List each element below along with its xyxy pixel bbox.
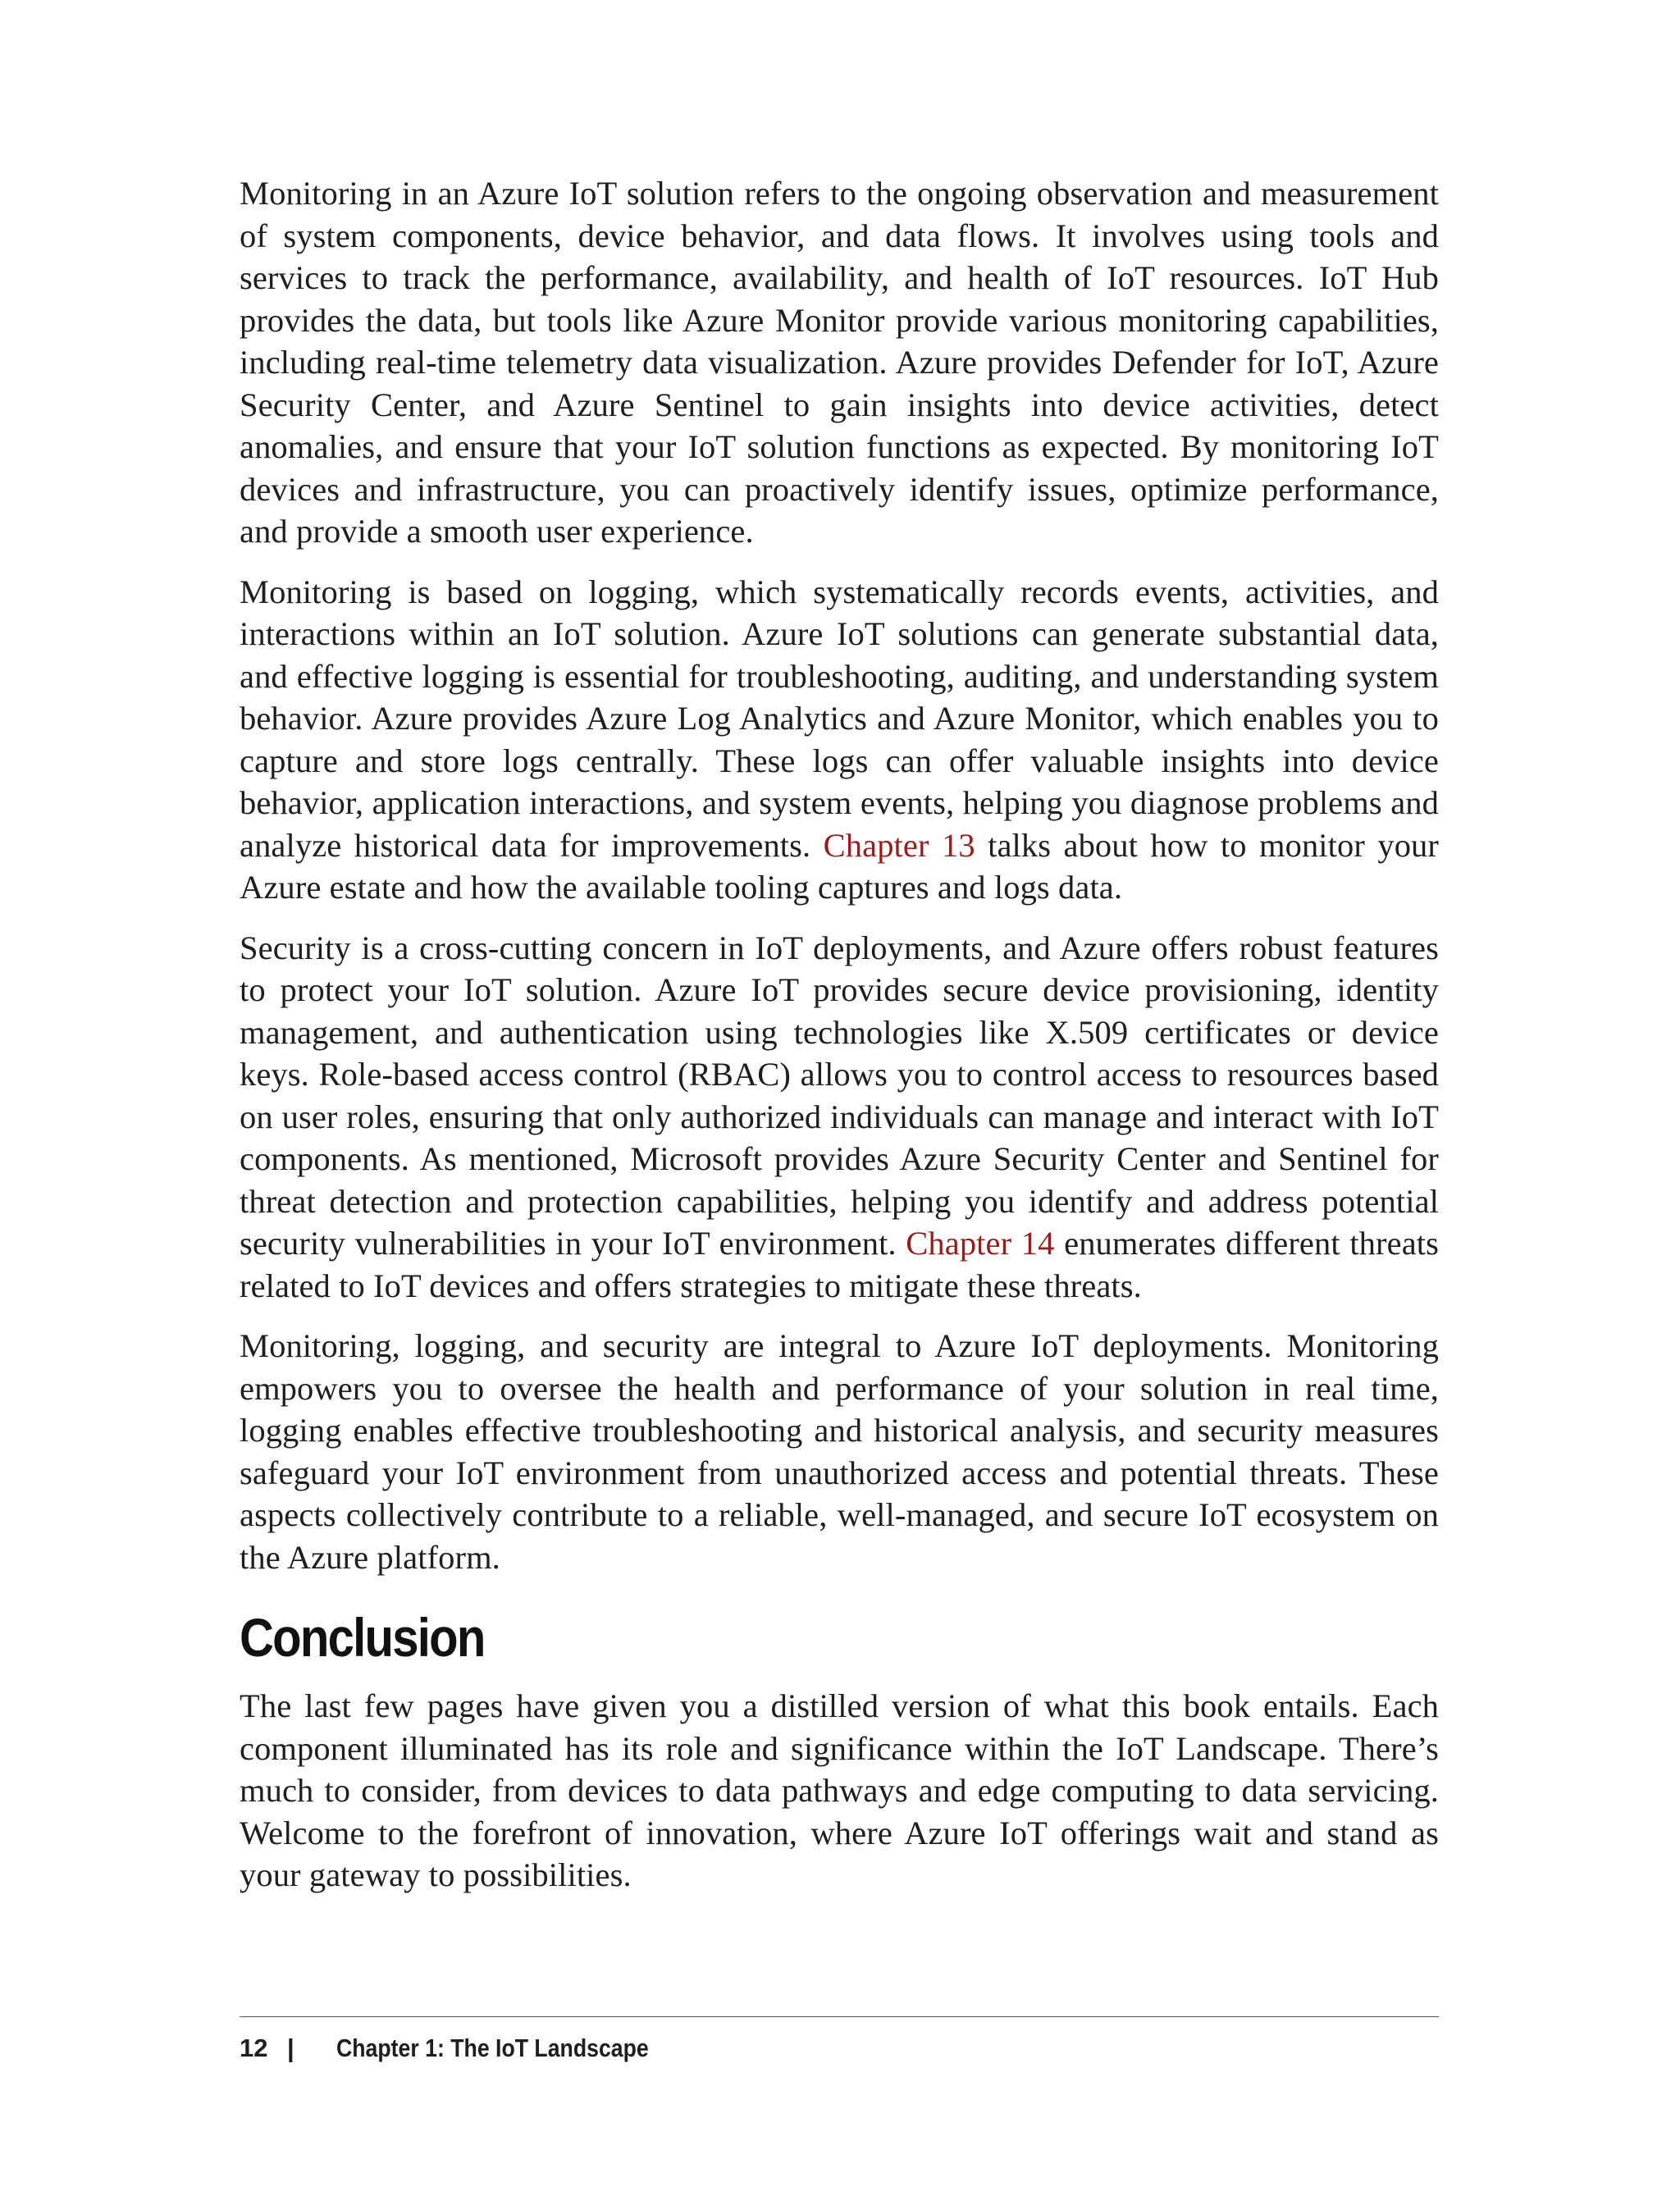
- chapter-14-link[interactable]: Chapter 14: [906, 1225, 1055, 1262]
- page-number: 12: [240, 2034, 268, 2062]
- paragraph-logging-text: Monitoring is based on logging, which systematically records events, activities, and interactions within an IoT solution. Azure IoT solutions can generate substantial data, and effective logging is essential for troubleshooting, auditing, and understanding system behavior. Azure provides Azure Log Analytics and Azure Monitor, which enables you to capture and store logs centrally. These logs can offer valuable insights into device behavior, application interactions, and system events, helping you diagnose problems and analyze historical data for improvements.: [240, 573, 1439, 864]
- footer-chapter-title: Chapter 1: The IoT Landscape: [336, 2034, 649, 2062]
- paragraph-integration: Monitoring, logging, and security are integral to Azure IoT deployments. Monitoring empowers you to oversee the health and performance of your solution in real time, logging enables effective troubleshooting and historical analysis, and security measures safeguard your IoT environment from unauthorized access and potential threats. These aspects collectively contribute to a reliable, well-managed, and secure IoT ecosystem on the Azure platform.: [240, 1327, 1439, 1576]
- paragraph-security-text: Security is a cross-cutting concern in IoT deployments, and Azure offers robust features to protect your IoT solution. Azure IoT provides secure device provisioning, identity management, and authentication using technologies like X.509 certificates or device keys. Role-based access control (RBAC) allows you to control access to resources based on user roles, ensuring that only authorized individuals can manage and interact with IoT components. As mentioned, Microsoft provides Azure Security Center and Sentinel for threat detection and protection capabilities, helping you identify and address potential security vulnerabilities in your IoT environment.: [240, 929, 1439, 1262]
- paragraph-logging: [240, 571, 1439, 909]
- paragraph-security-text-end: enumerates different threats related to IoT devices and offers strategies to mitigate these threats.: [240, 1225, 1439, 1304]
- paragraph-monitoring: Monitoring in an Azure IoT solution refers to the ongoing observation and measurement of system components, device behavior, and data flows. It involves using tools and services to track the performance, availability, and health of IoT resources. IoT Hub provides the data, but tools like Azure Monitor provide various monitoring capabilities, including real-time telemetry data visualization. Azure provides Defender for IoT, Azure Security Center, and Azure Sentinel to gain insights into device activities, detect anomalies, and ensure that your IoT solution functions as expected. By monitoring IoT devices and infrastructure, you can proactively identify issues, optimize performance, and provide a smooth user experience.: [240, 175, 1439, 550]
- footer-separator: |: [287, 2034, 294, 2062]
- section-heading-conclusion: Conclusion: [240, 1607, 485, 1668]
- paragraph-conclusion: The last few pages have given you a distilled version of what this book entails. Each component illuminated has its role and significance within the IoT Landscape. There’s much to consider, from devices to data pathways and edge computing to data servicing. Welcome to the forefront of innovation, where Azure IoT offerings wait and stand as your gateway to possibilities.: [240, 1687, 1439, 1893]
- paragraph-logging-text-end: talks about how to monitor your Azure estate and how the available tooling captures and logs data.: [240, 826, 1439, 906]
- page-content: [240, 172, 1439, 1915]
- paragraph-security: [240, 927, 1439, 1308]
- page-footer: [240, 2016, 1439, 2063]
- chapter-13-link[interactable]: Chapter 13: [823, 826, 975, 864]
